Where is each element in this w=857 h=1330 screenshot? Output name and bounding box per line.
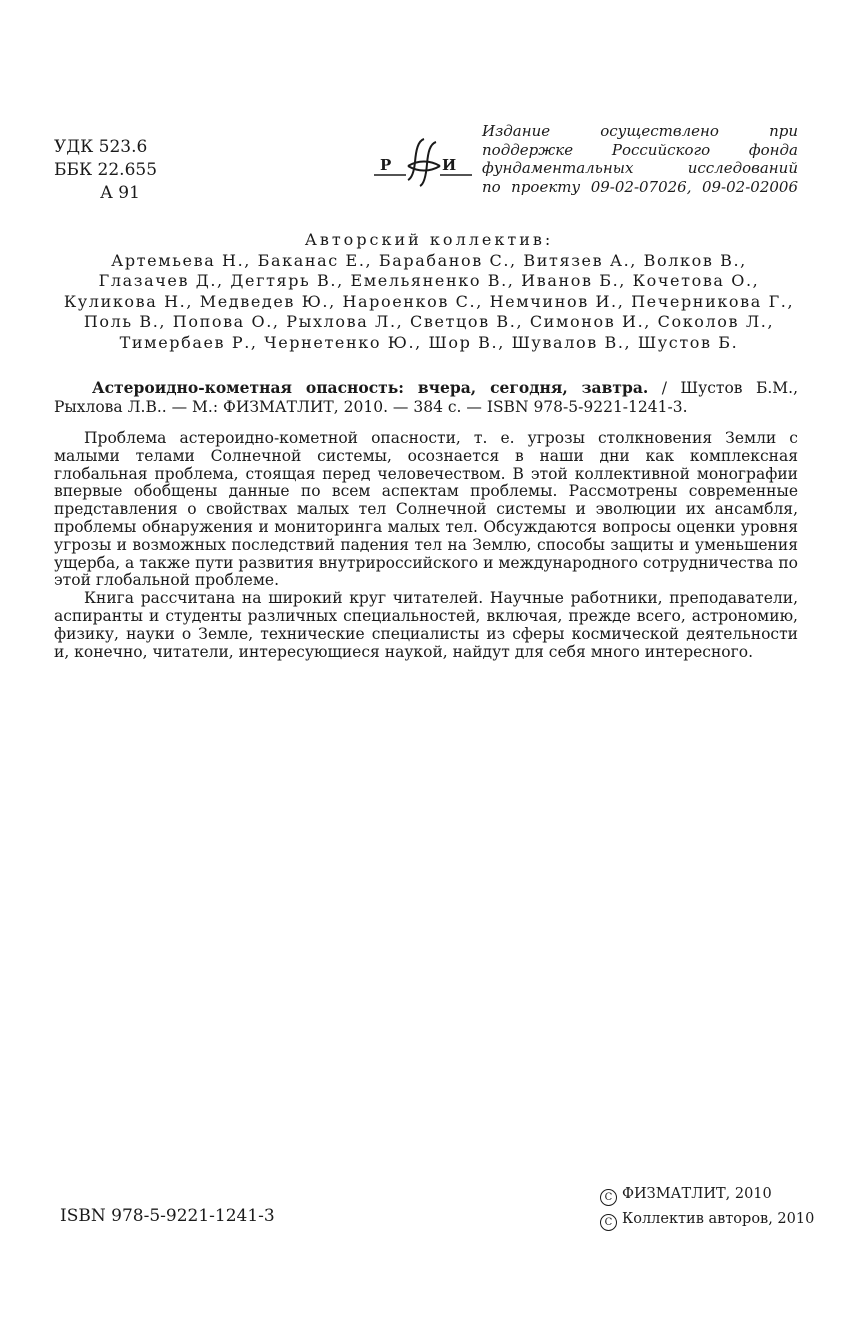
publication-support-note: [482, 122, 798, 196]
copyright-line: [600, 1207, 814, 1232]
bibliographic-citation: [54, 378, 798, 417]
copyright-text: ФИЗМАТЛИТ, 2010: [622, 1186, 772, 1202]
authors-line: Глазачев Д., Дегтярь В., Емельяненко В., Иванов Б., Кочетова О.,: [98, 271, 760, 290]
copyright-line: [600, 1182, 814, 1207]
copyright-text: Коллектив авторов, 2010: [622, 1211, 815, 1227]
copyright-icon: C: [600, 1214, 617, 1231]
rffi-logo-letter-r: Р: [380, 156, 392, 174]
authors-line: Куликова Н., Медведев Ю., Нароенков С., Немчинов И., Печерникова Г.,: [63, 291, 795, 311]
abstract: [54, 430, 798, 661]
authors-heading: Авторский коллектив:: [304, 230, 554, 249]
rffi-logo-emblem: [408, 139, 440, 186]
isbn: ISBN 978-5-9221-1241-3: [60, 1206, 275, 1226]
book-title: Астероидно-кометная опасность: вчера, сегодня, завтра.: [92, 378, 649, 397]
author-mark: А 91: [100, 183, 140, 203]
copyright-block: [600, 1182, 814, 1232]
support-line: поддержке Российского фонда: [482, 140, 798, 159]
udk-code: УДК 523.6: [54, 137, 148, 157]
citation-details: / Шустов Б.М., Рыхлова Л.В.. — М.: ФИЗМАТЛИТ, 2010. — 384 с. — ISBN 978-5-9221-1241-3.: [54, 379, 798, 416]
authors-line: Тимербаев Р., Чернетенко Ю., Шор В., Шувалов В., Шустов Б.: [119, 332, 739, 352]
support-line: фундаментальных исследований: [482, 159, 798, 177]
rffi-logo: [374, 136, 472, 188]
authors-block: [48, 230, 810, 353]
abstract-paragraph: Книга рассчитана на широкий круг читателей. Научные работники, преподаватели, аспиранты и студенты различных специальностей, включая, прежде всего, астрономию, физику, науки о Земле, технические специалисты из сферы космической деятельности и, конечно, читатели, интересующиеся наукой, найдут для себя много интересного.: [54, 589, 798, 661]
abstract-paragraph: Проблема астероидно-кометной опасности, т. е. угрозы столкновения Земли с малыми телами Солнечной системы, осознается в наши дни как комплексная глобальная проблема, стоящая перед человечеством. В этой коллективной монографии впервые обобщены данные по всем аспектам проблемы. Рассмотрены современные представления о свойствах малых тел Солнечной системы и эволюции их ансамбля, проблемы обнаружения и мониторинга малых тел. Обсуждаются вопросы оценки уровня угрозы и возможных последствий падения тел на Землю, способы защиты и уменьшения ущерба, а также пути развития внутрироссийского и международного сотрудничества по этой глобальной проблеме.: [54, 429, 798, 590]
rffi-logo-letter-i: И: [442, 156, 457, 174]
copyright-icon: C: [600, 1189, 617, 1206]
support-line: Издание осуществлено при: [482, 122, 798, 140]
authors-line: Артемьева Н., Баканас Е., Барабанов С., Витязев А., Волков В.,: [111, 250, 747, 270]
support-line: по проекту 09-02-07026, 09-02-02006: [482, 177, 798, 196]
bbk-code: ББК 22.655: [54, 160, 158, 180]
classification-codes: [54, 136, 157, 205]
authors-line: Поль В., Попова О., Рыхлова Л., Светцов В., Симонов И., Соколов Л.,: [83, 312, 775, 331]
